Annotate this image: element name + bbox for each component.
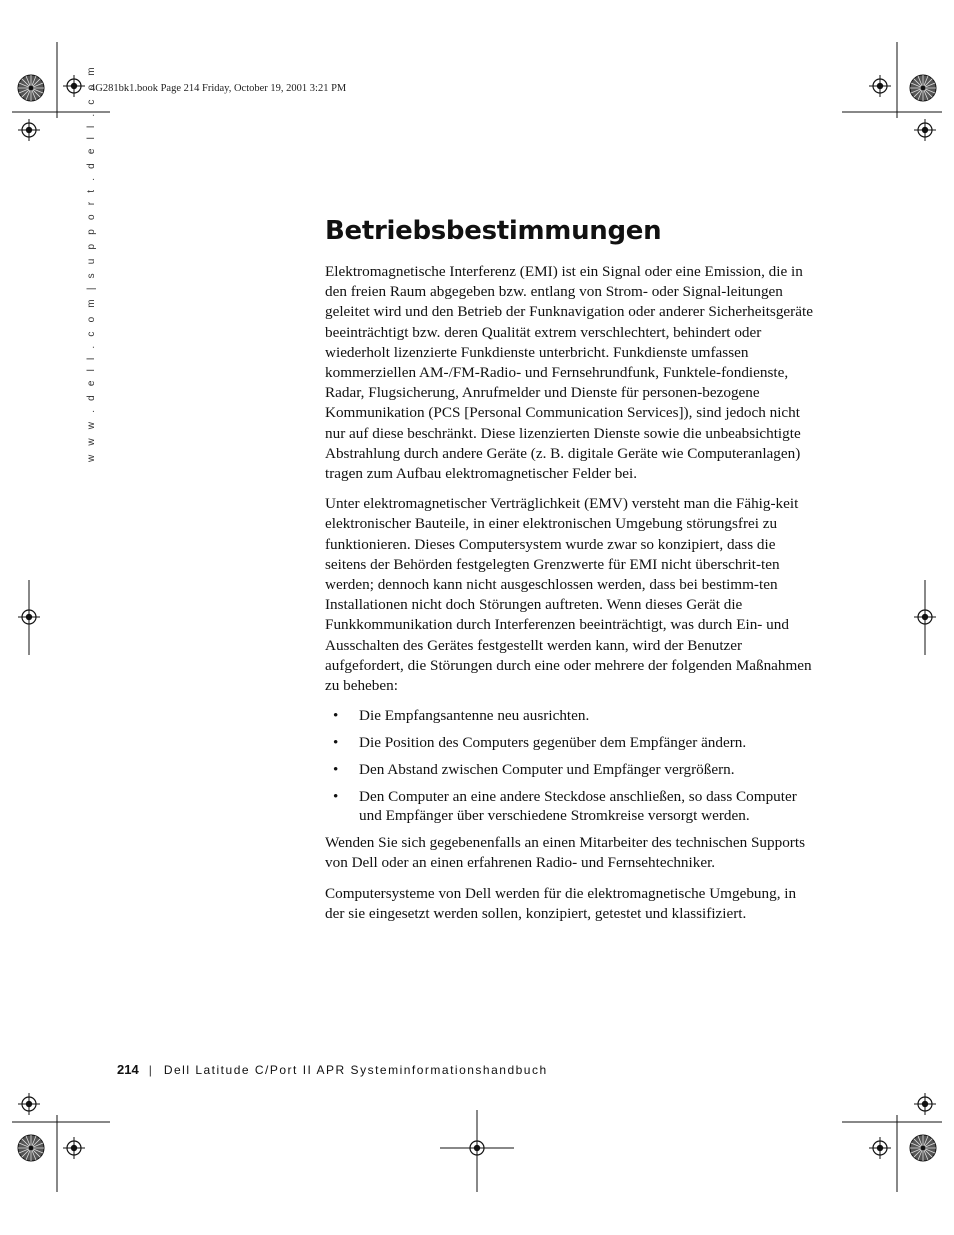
list-item	[325, 733, 817, 752]
paragraph: Elektromagnetische Interferenz (EMI) ist ein Signal oder eine Emission, die in den freien Raum abgegeben bzw. entlang von Strom- oder Signal-leitungen geleitet wird und den Betrieb der Funknavigation oder anderer Sicherheitsgeräte beeinträchtigt bzw. deren Qualität extrem verschlechtert, behindert oder wiederholt lizenzierte Funkdienste unterbricht. Funkdienste umfassen kommerziellen AM-/FM-Radio- und Fernsehrundfunk, Funktele-fondienste, Radar, Flugsicherung, Anrufmelder und Dienste für personen-bezogene Kommunikation (PCS [Personal Communication Services]), sind jedoch nicht nur auf diese beschränkt. Diese lizenzierten Dienste sowie die unbeabsichtigte Abstrahlung durch andere Geräte (z. B. digitale Geräte wie Computeranlagen) tragen zum Aufbau elektromagnetischer Felder bei.	[325, 263, 813, 483]
bullet-icon: •	[333, 788, 339, 806]
list-item	[325, 760, 817, 779]
bullet-icon: •	[333, 734, 339, 752]
paragraph: Wenden Sie sich gegebenenfalls an einen Mitarbeiter des technischen Supports von Dell oder an einen erfahrenen Radio- und Fernsehtechniker.	[325, 834, 805, 872]
file-stamp: 4G281bk1.book Page 214 Friday, October 19, 2001 3:21 PM	[90, 83, 347, 94]
bullet-icon: •	[333, 761, 339, 779]
page-number: 214	[117, 1062, 139, 1077]
bullet-list	[325, 706, 817, 825]
paragraph: Unter elektromagnetischer Verträglichkeit (EMV) versteht man die Fähig-keit elektronischer Bauteile, in einer elektronischen Umgebung störungsfrei zu funktionieren. Dieses Computersystem wurde zwar so konzipiert, dass die seitens der Behörden festgelegten Grenzwerte für EMI nicht überschrit-ten werden; dennoch kann nicht ausgeschlossen werden, dass bei bestimm-ten Installationen nicht doch Störungen auftreten. Wenn dieses Gerät die Funkkommunikation durch Interferenzen beeinträchtigt, was durch Ein- und Ausschalten des Gerätes festgestellt werden kann, wird der Benutzer aufgefordert, die Störungen durch eine oder mehrere der folgenden Maßnahmen zu beheben:	[325, 495, 812, 695]
bullet-icon: •	[333, 707, 339, 725]
book-title: Dell Latitude C/Port II APR Systeminformationshandbuch	[163, 1063, 548, 1077]
paragraph: Computersysteme von Dell werden für die elektromagnetische Umgebung, in der sie eingesetzt werden sollen, konzipiert, getestet und klassifiziert.	[325, 884, 797, 922]
list-item-text: Die Position des Computers gegenüber dem Empfänger ändern.	[359, 734, 747, 752]
list-item-text: Die Empfangsantenne neu ausrichten.	[359, 707, 590, 725]
list-item-text: Den Computer an eine andere Steckdose anschließen, so dass Computer und Empfänger über verschiedene Stromkreise versorgt werden.	[359, 788, 797, 825]
list-item	[325, 787, 817, 825]
footer-separator: |	[148, 1063, 152, 1077]
main-content	[325, 214, 817, 934]
list-item	[325, 706, 817, 725]
page-footer	[117, 1062, 548, 1077]
side-url: w w w . d e l l . c o m | s u p p o r t . d e l l . c o m	[86, 64, 97, 462]
list-item-text: Den Abstand zwischen Computer und Empfänger vergrößern.	[359, 761, 735, 779]
page-title: Betriebsbestimmungen	[325, 216, 662, 246]
